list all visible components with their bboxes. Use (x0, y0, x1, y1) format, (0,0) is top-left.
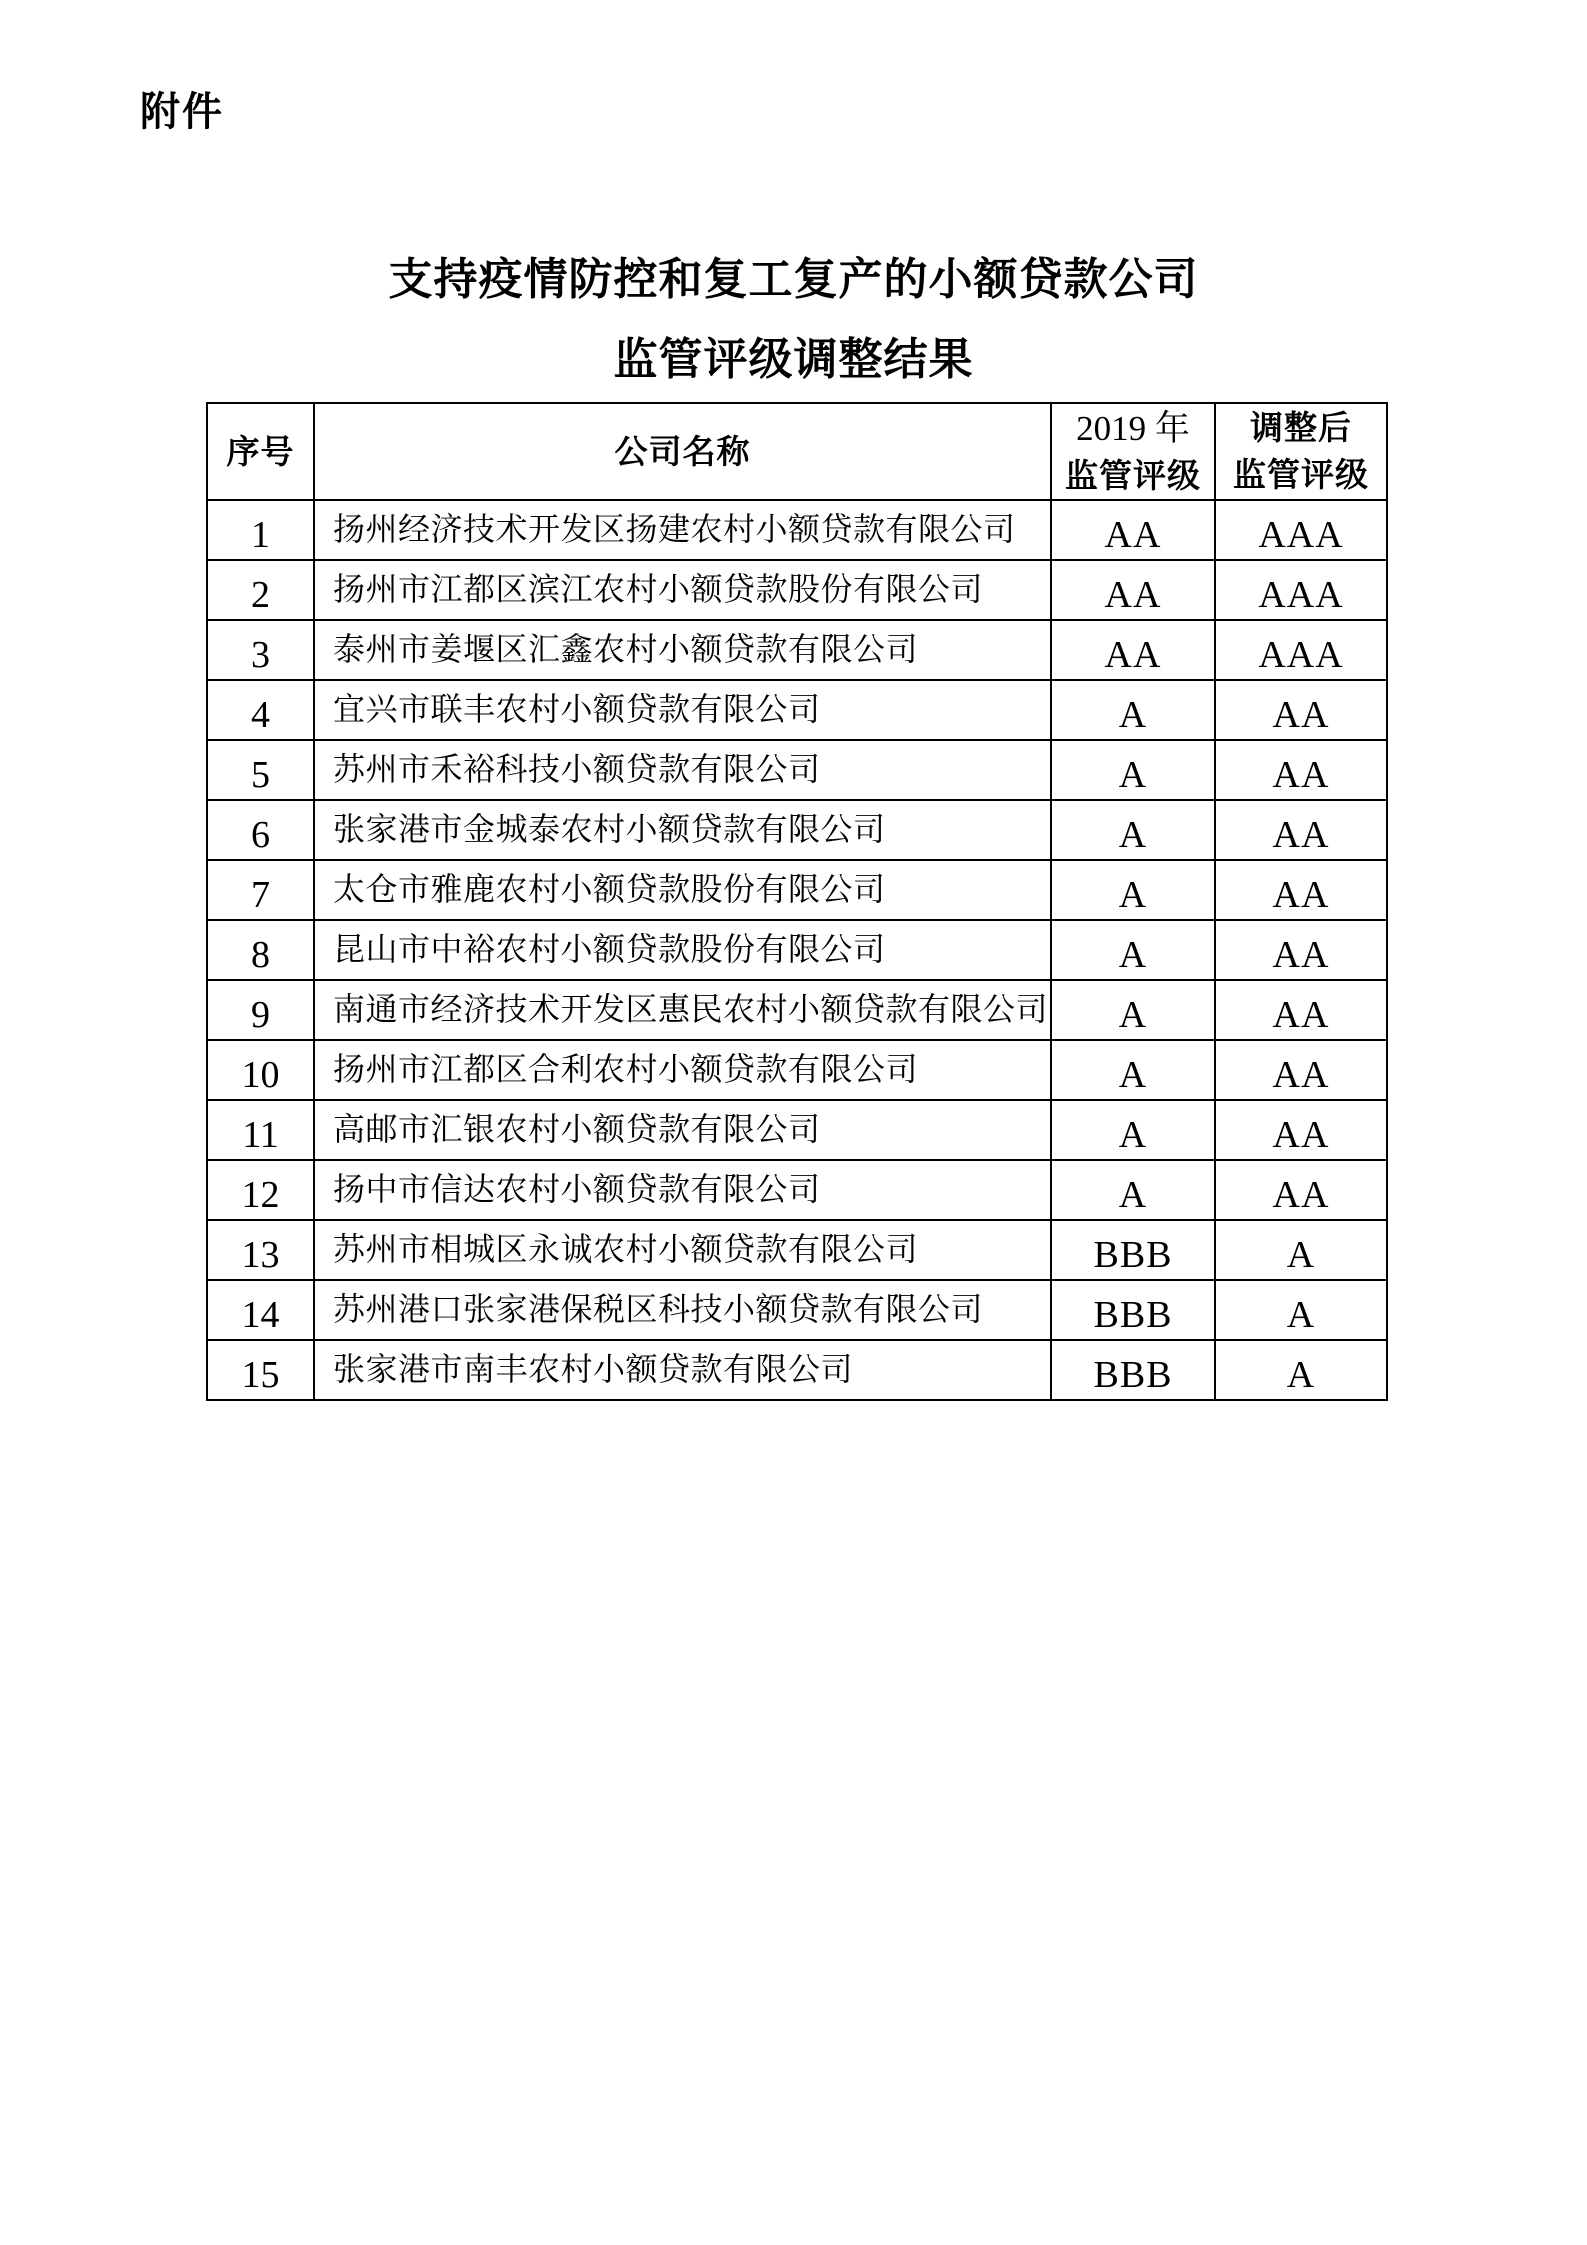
company-name-cell: 昆山市中裕农村小额贷款股份有限公司 (314, 920, 1051, 980)
rating-adjusted-cell: AAA (1215, 560, 1387, 620)
rating-adjusted-cell: AA (1215, 1160, 1387, 1220)
rating-adjusted-cell: AA (1215, 1040, 1387, 1100)
table-row (207, 1040, 1387, 1100)
company-name-cell: 扬州市江都区合利农村小额贷款有限公司 (314, 1040, 1051, 1100)
table-header-row (207, 403, 1387, 500)
company-name-cell: 苏州市相城区永诚农村小额贷款有限公司 (314, 1220, 1051, 1280)
company-name-cell: 苏州市禾裕科技小额贷款有限公司 (314, 740, 1051, 800)
table-row (207, 740, 1387, 800)
table-body (207, 500, 1387, 1400)
column-header-index: 序号 (207, 403, 314, 500)
row-index-cell: 8 (207, 920, 314, 980)
company-name-cell: 高邮市汇银农村小额贷款有限公司 (314, 1100, 1051, 1160)
table-row (207, 1100, 1387, 1160)
rating-adjusted-cell: A (1215, 1340, 1387, 1400)
company-name-cell: 扬中市信达农村小额贷款有限公司 (314, 1160, 1051, 1220)
page-title-line2: 监管评级调整结果 (613, 335, 974, 384)
table-row (207, 860, 1387, 920)
table-row (207, 920, 1387, 980)
company-name-cell: 宜兴市联丰农村小额贷款有限公司 (314, 680, 1051, 740)
table-row (207, 620, 1387, 680)
company-name-cell: 张家港市南丰农村小额贷款有限公司 (314, 1340, 1051, 1400)
row-index-cell: 4 (207, 680, 314, 740)
rating-adjusted-cell: AA (1215, 680, 1387, 740)
rating-adjusted-cell: AAA (1215, 500, 1387, 560)
column-header-company: 公司名称 (314, 403, 1051, 500)
company-name-cell: 扬州市江都区滨江农村小额贷款股份有限公司 (314, 560, 1051, 620)
company-name-cell: 苏州港口张家港保税区科技小额贷款有限公司 (314, 1280, 1051, 1340)
rating-2019-cell: A (1051, 800, 1215, 860)
rating-table (206, 402, 1388, 1401)
column-header-rating-2019-line1: 2019 年 (1076, 409, 1190, 448)
table-row (207, 980, 1387, 1040)
row-index-cell: 14 (207, 1280, 314, 1340)
rating-2019-cell: A (1051, 680, 1215, 740)
row-index-cell: 9 (207, 980, 314, 1040)
company-name-cell: 泰州市姜堰区汇鑫农村小额贷款有限公司 (314, 620, 1051, 680)
rating-2019-cell: BBB (1051, 1340, 1215, 1400)
rating-2019-cell: A (1051, 860, 1215, 920)
rating-adjusted-cell: AA (1215, 920, 1387, 980)
table-row (207, 800, 1387, 860)
rating-2019-cell: A (1051, 920, 1215, 980)
rating-adjusted-cell: AAA (1215, 620, 1387, 680)
row-index-cell: 10 (207, 1040, 314, 1100)
column-header-rating-2019-line2: 监管评级 (1065, 457, 1201, 494)
rating-adjusted-cell: AA (1215, 980, 1387, 1040)
company-name-cell: 张家港市金城泰农村小额贷款有限公司 (314, 800, 1051, 860)
column-header-rating-2019 (1051, 403, 1215, 500)
rating-adjusted-cell: AA (1215, 860, 1387, 920)
rating-2019-cell: AA (1051, 500, 1215, 560)
column-header-rating-adjusted-line1: 调整后 (1250, 409, 1352, 447)
row-index-cell: 2 (207, 560, 314, 620)
page-title-line1: 支持疫情防控和复工复产的小额贷款公司 (388, 255, 1199, 304)
rating-2019-cell: A (1051, 1040, 1215, 1100)
row-index-cell: 5 (207, 740, 314, 800)
table-row (207, 1220, 1387, 1280)
row-index-cell: 11 (207, 1100, 314, 1160)
rating-adjusted-cell: A (1215, 1220, 1387, 1280)
attachment-label: 附件 (140, 90, 224, 134)
rating-adjusted-cell: AA (1215, 800, 1387, 860)
rating-2019-cell: A (1051, 1160, 1215, 1220)
rating-2019-cell: A (1051, 980, 1215, 1040)
table-row (207, 500, 1387, 560)
company-name-cell: 太仓市雅鹿农村小额贷款股份有限公司 (314, 860, 1051, 920)
column-header-rating-adjusted (1215, 403, 1387, 500)
rating-adjusted-cell: A (1215, 1280, 1387, 1340)
rating-2019-cell: AA (1051, 560, 1215, 620)
company-name-cell: 扬州经济技术开发区扬建农村小额贷款有限公司 (314, 500, 1051, 560)
table-row (207, 680, 1387, 740)
row-index-cell: 12 (207, 1160, 314, 1220)
rating-2019-cell: A (1051, 1100, 1215, 1160)
table-row (207, 1160, 1387, 1220)
rating-2019-cell: A (1051, 740, 1215, 800)
row-index-cell: 1 (207, 500, 314, 560)
rating-2019-cell: BBB (1051, 1280, 1215, 1340)
row-index-cell: 6 (207, 800, 314, 860)
rating-2019-cell: AA (1051, 620, 1215, 680)
table-header (207, 403, 1387, 500)
column-header-rating-adjusted-line2: 监管评级 (1233, 455, 1369, 493)
rating-2019-cell: BBB (1051, 1220, 1215, 1280)
row-index-cell: 7 (207, 860, 314, 920)
table-row (207, 560, 1387, 620)
rating-adjusted-cell: AA (1215, 1100, 1387, 1160)
table-row (207, 1280, 1387, 1340)
rating-adjusted-cell: AA (1215, 740, 1387, 800)
company-name-cell: 南通市经济技术开发区惠民农村小额贷款有限公司 (314, 980, 1051, 1040)
row-index-cell: 13 (207, 1220, 314, 1280)
table-row (207, 1340, 1387, 1400)
row-index-cell: 15 (207, 1340, 314, 1400)
row-index-cell: 3 (207, 620, 314, 680)
